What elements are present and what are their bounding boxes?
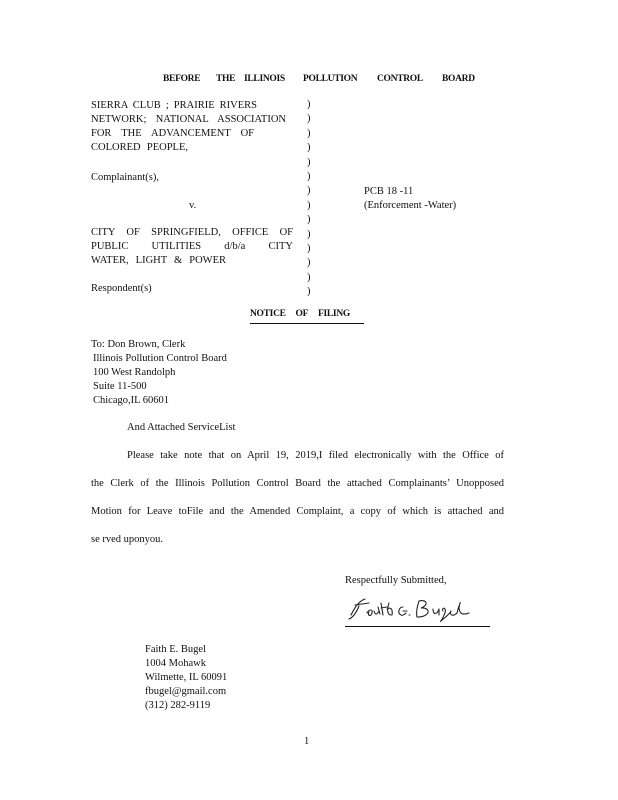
complainant-line: NETWORK; NATIONAL ASSOCIATION — [91, 114, 286, 125]
address-line: Suite 11-500 — [93, 381, 147, 392]
paren-mark: ) — [307, 199, 311, 211]
paren-mark: ) — [307, 99, 311, 110]
paren-mark: ) — [307, 185, 311, 197]
paren-mark: ) — [307, 127, 311, 139]
heading-word: ILLINOIS — [244, 74, 285, 84]
paren-mark: ) — [307, 113, 311, 125]
signer-block — [145, 643, 227, 713]
signer-line: (312) 282-9119 — [145, 700, 211, 711]
address-line: Illinois Pollution Control Board — [93, 353, 227, 364]
address-line: To: Don Brown, Clerk — [91, 339, 186, 350]
heading-word: THE — [216, 74, 236, 84]
heading-word: BEFORE — [163, 74, 201, 84]
paren-mark: ) — [307, 142, 311, 154]
signer-line: 1004 Mohawk — [145, 658, 206, 669]
signer-line: Wilmette, IL 60091 — [145, 672, 228, 683]
complainant-label: Complainant(s), — [91, 172, 159, 183]
complainant-line: FOR THE ADVANCEMENT OF — [91, 128, 254, 139]
board-heading — [140, 74, 480, 88]
handwritten-signature — [345, 593, 475, 625]
page-number: 1 — [304, 736, 310, 747]
paren-mark: ) — [307, 286, 311, 298]
body-line: Please take note that on April 19, 2019,I filed electronically with the Office of — [127, 450, 504, 461]
caption-divider — [307, 98, 315, 299]
case-number: PCB 18 -11 — [364, 186, 414, 197]
respondent-line: WATER, LIGHT & POWER — [91, 255, 226, 266]
signer-line: Faith E. Bugel — [145, 644, 206, 655]
closing: Respectfully Submitted, — [345, 575, 447, 586]
notice-title-word: OF — [295, 309, 309, 319]
notice-title — [250, 309, 364, 324]
body-line: se rved uponyou. — [91, 534, 164, 545]
versus-label: v. — [189, 200, 197, 211]
signature-line — [345, 626, 490, 627]
paren-mark: ) — [307, 170, 311, 182]
respondents-block — [91, 226, 293, 268]
heading-word: BOARD — [442, 74, 475, 84]
attached-service-list: And Attached ServiceList — [127, 422, 236, 433]
address-line: Chicago,IL 60601 — [93, 395, 170, 406]
paren-mark: ) — [307, 271, 311, 283]
respondent-label: Respondent(s) — [91, 283, 152, 294]
notice-title-word: FILING — [318, 309, 350, 319]
respondent-line: PUBLIC UTILITIES d/b/a CITY — [91, 241, 293, 252]
signer-line: fbugel@gmail.com — [145, 686, 227, 697]
paren-mark: ) — [307, 156, 311, 168]
body-line: Motion for Leave toFile and the Amended Complaint, a copy of which is attached and — [91, 506, 504, 517]
complainants-block — [91, 99, 286, 155]
paren-mark: ) — [307, 214, 311, 226]
complainant-line: COLORED PEOPLE, — [91, 142, 188, 153]
complainant-line: SIERRA CLUB ; PRAIRIE RIVERS — [91, 100, 257, 111]
paren-mark: ) — [307, 228, 311, 240]
notice-title-word: NOTICE — [250, 309, 286, 319]
respondent-line: CITY OF SPRINGFIELD, OFFICE OF — [91, 227, 293, 238]
case-type: (Enforcement -Water) — [364, 200, 457, 211]
to-address-block — [91, 338, 227, 408]
heading-word: CONTROL — [377, 74, 423, 84]
heading-word: POLLUTION — [303, 74, 358, 84]
body-line: the Clerk of the Illinois Pollution Control Board the attached Complainants’ Unopposed — [91, 478, 504, 489]
paren-mark: ) — [307, 242, 311, 254]
paren-mark: ) — [307, 257, 311, 269]
address-line: 100 West Randolph — [93, 367, 176, 378]
